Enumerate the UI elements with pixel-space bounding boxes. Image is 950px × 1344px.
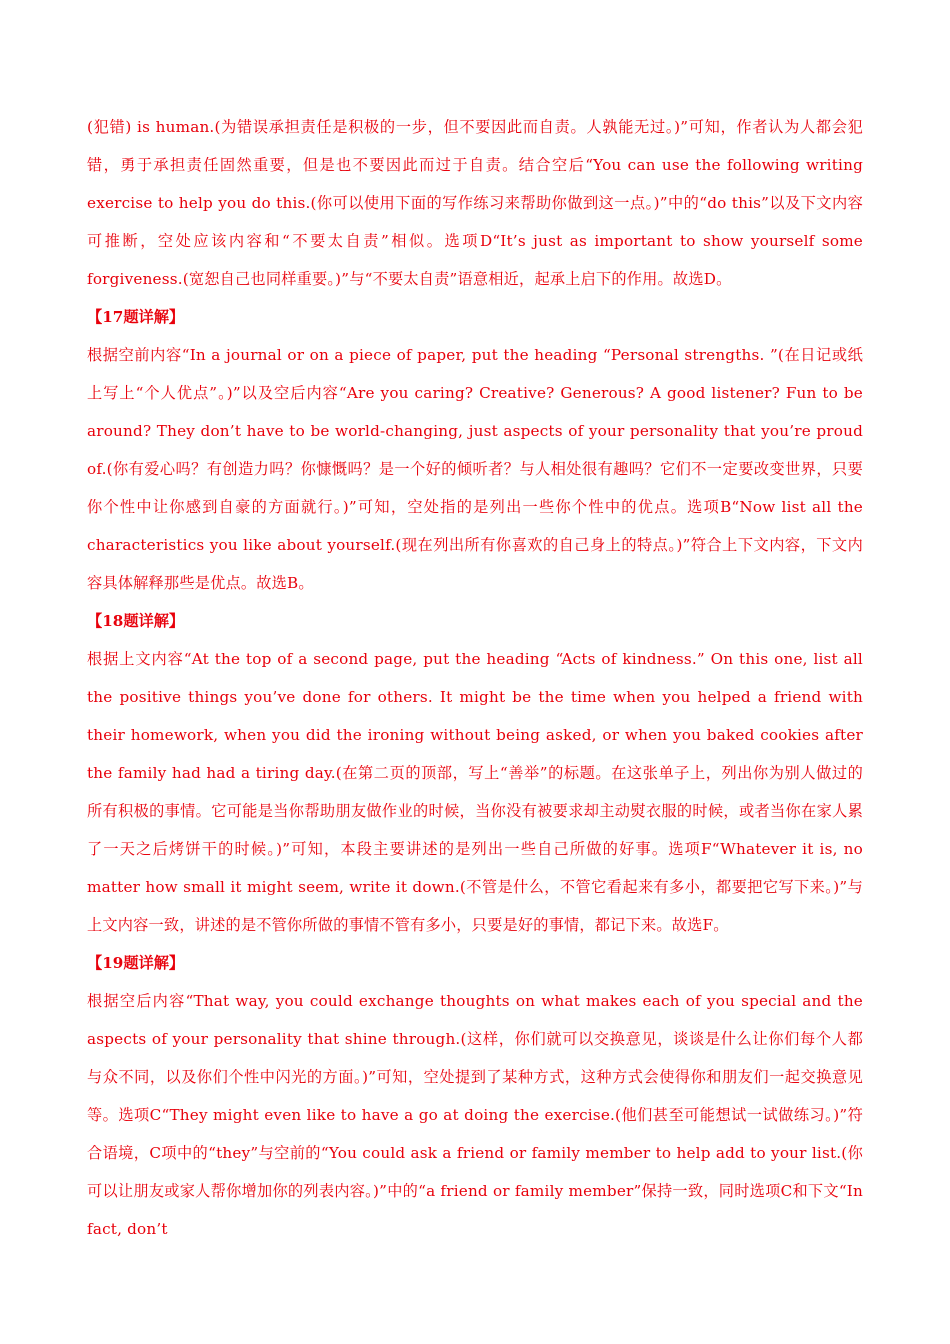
- paragraph-16-continued: (犯错) is human.(为错误承担责任是积极的一步，但不要因此而自责。人孰能无过。)”可知，作者认为人都会犯错，勇于承担责任固然重要，但是也不要因此而过于自责。结合空后“You can use the following writing exercise to help you do this.(你可以使用下面的写作练习来帮助你做到这一点。)”中的“do this”以及下文内容可推断，空处应该内容和“不要太自责”相似。选项D“It’s just as important to show yourself some forgiveness.(宽恕自己也同样重要。)”与“不要太自责”语意相近，起承上启下的作用。故选D。: [87, 118, 863, 288]
- paragraph-19: 根据空后内容“That way, you could exchange thoughts on what makes each of you special and the aspects of your personality that shine through.(这样，你们就可以交换意见，谈谈是什么让你们每个人都与众不同，以及你们个性中闪光的方面。)”可知，空处提到了某种方式，这种方式会使得你和朋友们一起交换意见等。选项C“They might even like to have a go at doing the exercise.(他们甚至可能想试一试做练习。)”符合语境，C项中的“they”与空前的“You could ask a friend or family member to help add to your list.(你可以让朋友或家人帮你增加你的列表内容。)”中的“a friend or family member”保持一致，同时选项C和下文“In fact, don’t: [87, 992, 863, 1238]
- document-page: [87, 108, 863, 1248]
- paragraph-17: 根据空前内容“In a journal or on a piece of paper, put the heading “Personal strengths. ”(在日记或纸上写上“个人优点”。)”以及空后内容“Are you caring? Creative? Generous? A good listener? Fun to be around? They don’t have to be world-changing, just aspects of your personality that you’re proud of.(你有爱心吗？有创造力吗？你慷慨吗？是一个好的倾听者？与人相处很有趣吗？它们不一定要改变世界，只要你个性中让你感到自豪的方面就行。)”可知，空处指的是列出一些你个性中的优点。选项B“Now list all the characteristics you like about yourself.(现在列出所有你喜欢的自己身上的特点。)”符合上下文内容，下文内容具体解释那些是优点。故选B。: [87, 346, 863, 592]
- paragraph-18: 根据上文内容“At the top of a second page, put the heading “Acts of kindness.” On this one, list all the positive things you’ve done for others. It might be the time when you helped a friend with their homework, when you did the ironing without being asked, or when you baked cookies after the family had had a tiring day.(在第二页的顶部，写上“善举”的标题。在这张单子上，列出你为别人做过的所有积极的事情。它可能是当你帮助朋友做作业的时候，当你没有被要求却主动熨衣服的时候，或者当你在家人累了一天之后烤饼干的时候。)”可知，本段主要讲述的是列出一些自己所做的好事。选项F“Whatever it is, no matter how small it might seem, write it down.(不管是什么，不管它看起来有多小，都要把它写下来。)”与上文内容一致，讲述的是不管你所做的事情不管有多小，只要是好的事情，都记下来。故选F。: [87, 650, 863, 934]
- heading-18: 【18题详解】: [87, 612, 185, 630]
- heading-19: 【19题详解】: [87, 954, 185, 972]
- heading-17: 【17题详解】: [87, 308, 185, 326]
